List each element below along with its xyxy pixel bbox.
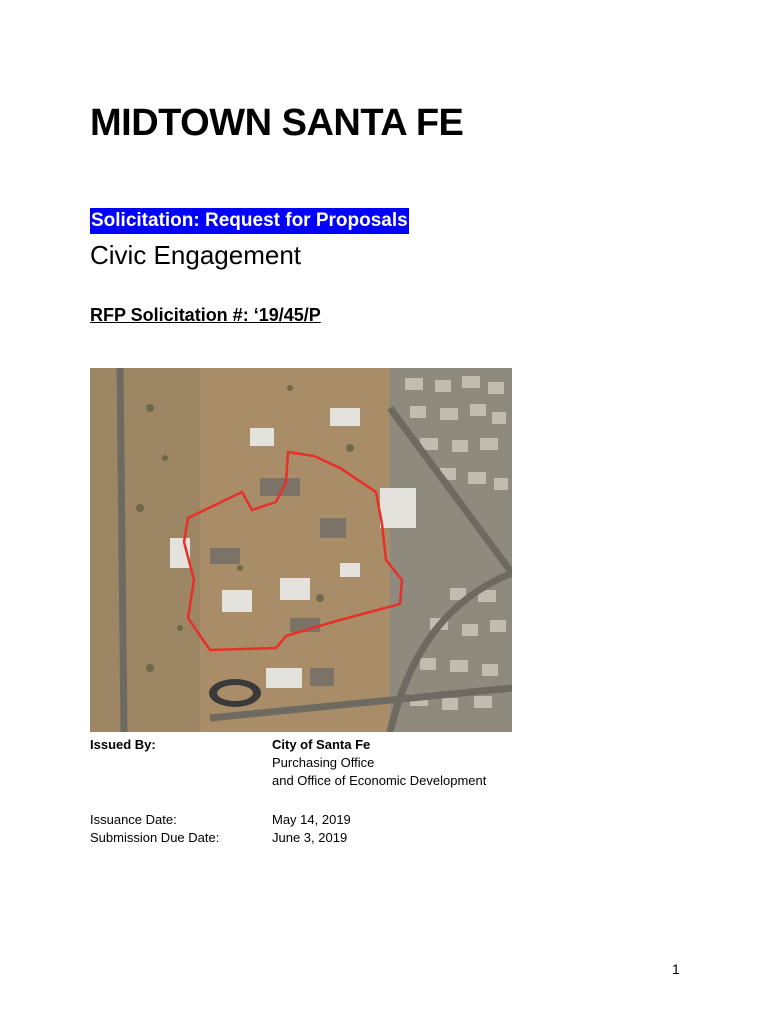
aerial-map-graphic — [90, 368, 512, 732]
due-date-label: Submission Due Date: — [90, 830, 220, 845]
document-title: MIDTOWN SANTA FE — [90, 102, 464, 144]
document-subtitle: Civic Engagement — [90, 240, 301, 270]
solicitation-label: Solicitation: Request for Proposals — [90, 208, 409, 234]
issued-by-label: Issued By: — [90, 737, 156, 752]
issuance-date-label: Issuance Date: — [90, 812, 177, 827]
issuing-office-2: and Office of Economic Development — [272, 773, 487, 788]
aerial-site-map — [90, 368, 512, 732]
rfp-number: RFP Solicitation #: ‘19/45/P — [90, 305, 321, 325]
issuing-office-1: Purchasing Office — [272, 755, 375, 770]
due-date-value: June 3, 2019 — [272, 830, 348, 845]
page-number: 1 — [672, 961, 680, 977]
issuing-organization: City of Santa Fe — [272, 737, 371, 752]
issuance-date-value: May 14, 2019 — [272, 812, 351, 827]
